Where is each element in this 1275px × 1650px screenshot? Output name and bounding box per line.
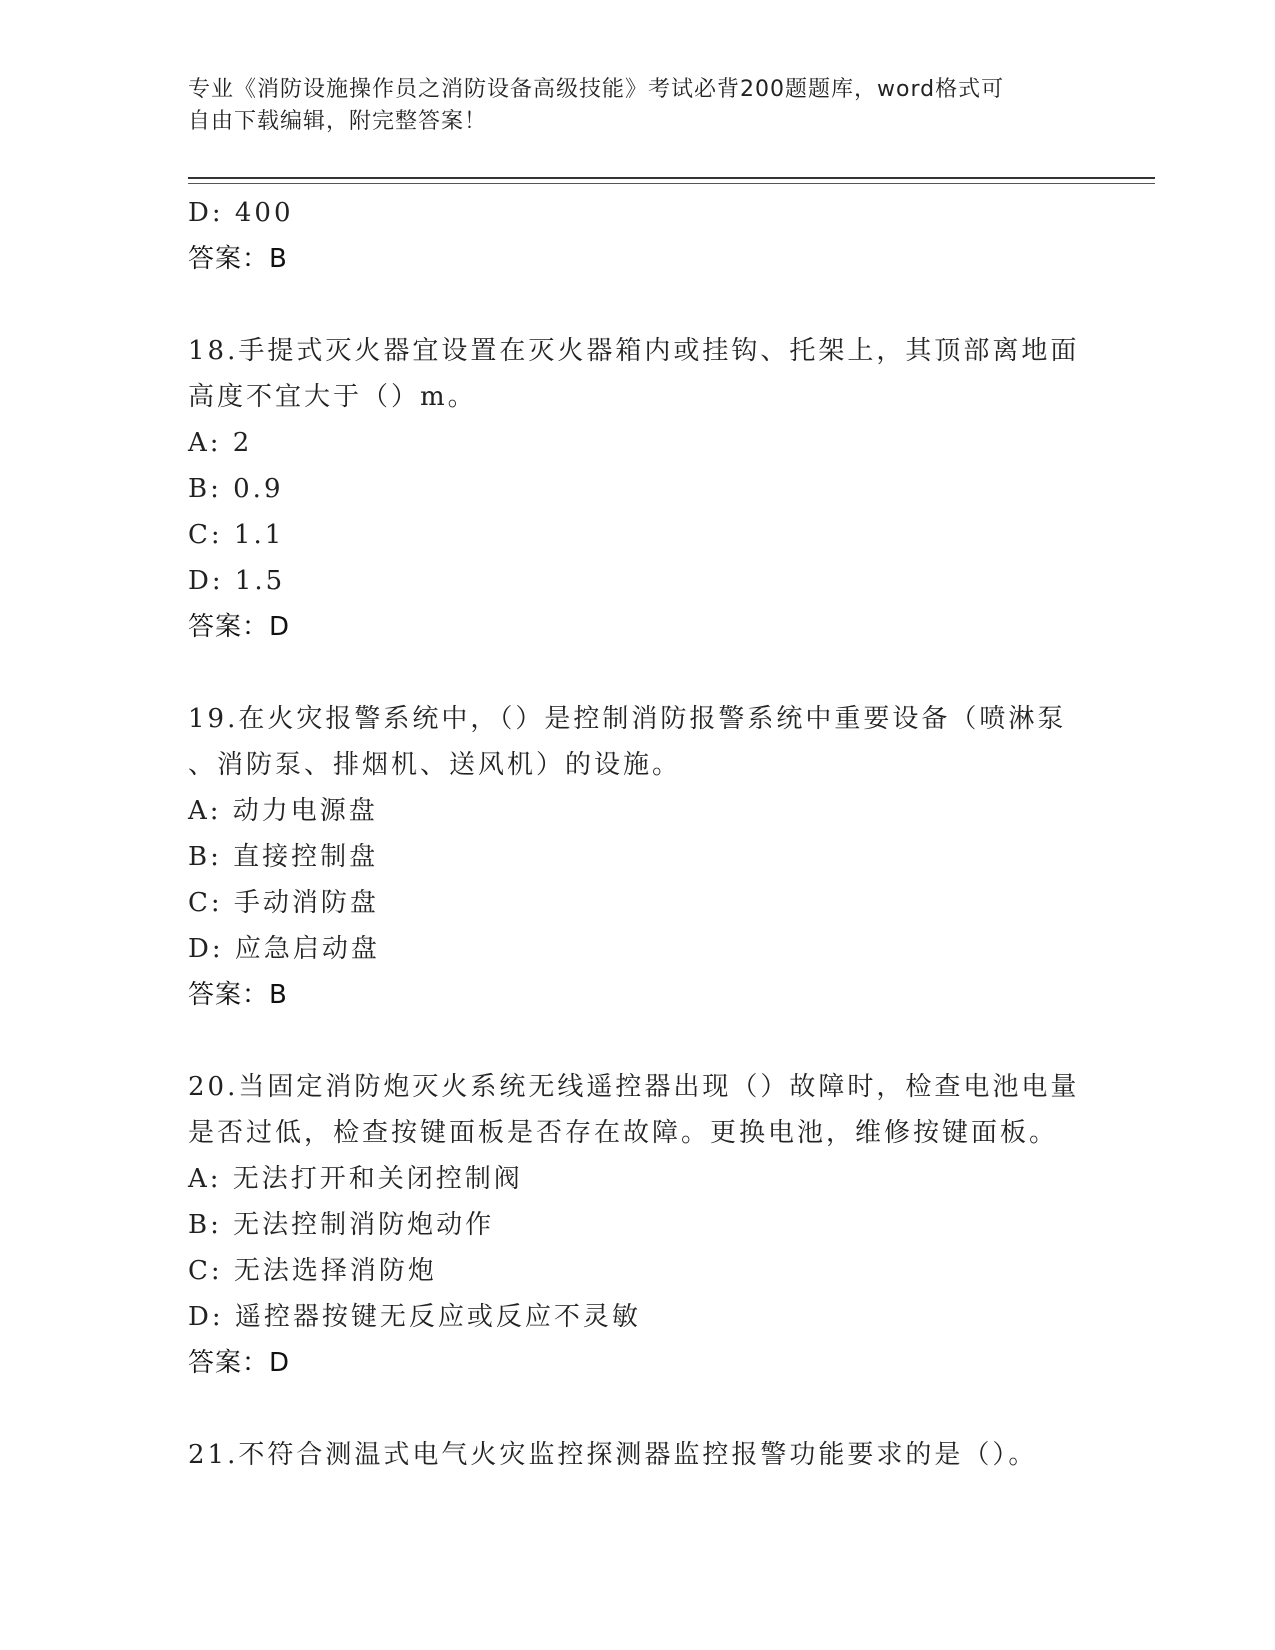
question-stem-line-1: 18.手提式灭火器宜设置在灭火器箱内或挂钩、托架上，其顶部离地面 — [188, 336, 1080, 366]
option-c: C: 手动消防盘 — [188, 888, 379, 918]
document-header — [188, 74, 1088, 138]
header-line-1: 专业《消防设施操作员之消防设备高级技能》考试必背200题题库，word格式可 — [188, 77, 1005, 102]
option-d: D: 1.5 — [188, 566, 286, 596]
option-a: A: 无法打开和关闭控制阀 — [188, 1164, 523, 1194]
answer-line: 答案：D — [188, 612, 291, 642]
option-b: B: 0.9 — [188, 474, 284, 504]
question-stem-line-2: 是否过低，检查按键面板是否存在故障。更换电池，维修按键面板。 — [188, 1118, 1059, 1148]
option-d: D: 400 — [188, 198, 294, 228]
question-18 — [188, 328, 1088, 650]
answer-line: 答案：B — [188, 244, 288, 274]
question-stem-line-2: 、消防泵、排烟机、送风机）的设施。 — [188, 750, 682, 780]
header-line-2: 自由下载编辑，附完整答案！ — [188, 109, 488, 134]
option-a: A: 2 — [188, 428, 253, 458]
question-stem-line-1: 21.不符合测温式电气火灾监控探测器监控报警功能要求的是（）。 — [188, 1440, 1038, 1470]
question-stem-line-1: 20.当固定消防炮灭火系统无线遥控器出现（）故障时，检查电池电量 — [188, 1072, 1080, 1102]
spacer — [188, 1386, 1088, 1432]
question-20 — [188, 1064, 1088, 1386]
option-c: C: 无法选择消防炮 — [188, 1256, 437, 1286]
answer-line: 答案：D — [188, 1348, 291, 1378]
option-b: B: 直接控制盘 — [188, 842, 379, 872]
answer-line: 答案：B — [188, 980, 288, 1010]
spacer — [188, 650, 1088, 696]
option-d: D: 应急启动盘 — [188, 934, 380, 964]
spacer — [188, 1018, 1088, 1064]
header-rule-thin — [188, 183, 1155, 184]
header-rule-thick — [188, 177, 1155, 179]
question-17-tail — [188, 190, 1088, 282]
option-b: B: 无法控制消防炮动作 — [188, 1210, 495, 1240]
option-c: C: 1.1 — [188, 520, 285, 550]
question-stem-line-2: 高度不宜大于（）m。 — [188, 382, 477, 412]
question-21 — [188, 1432, 1088, 1478]
question-list — [188, 190, 1088, 1478]
option-d: D: 遥控器按键无反应或反应不灵敏 — [188, 1302, 641, 1332]
question-stem-line-1: 19.在火灾报警系统中，（）是控制消防报警系统中重要设备（喷淋泵 — [188, 704, 1067, 734]
option-a: A: 动力电源盘 — [188, 796, 378, 826]
question-19 — [188, 696, 1088, 1018]
spacer — [188, 282, 1088, 328]
